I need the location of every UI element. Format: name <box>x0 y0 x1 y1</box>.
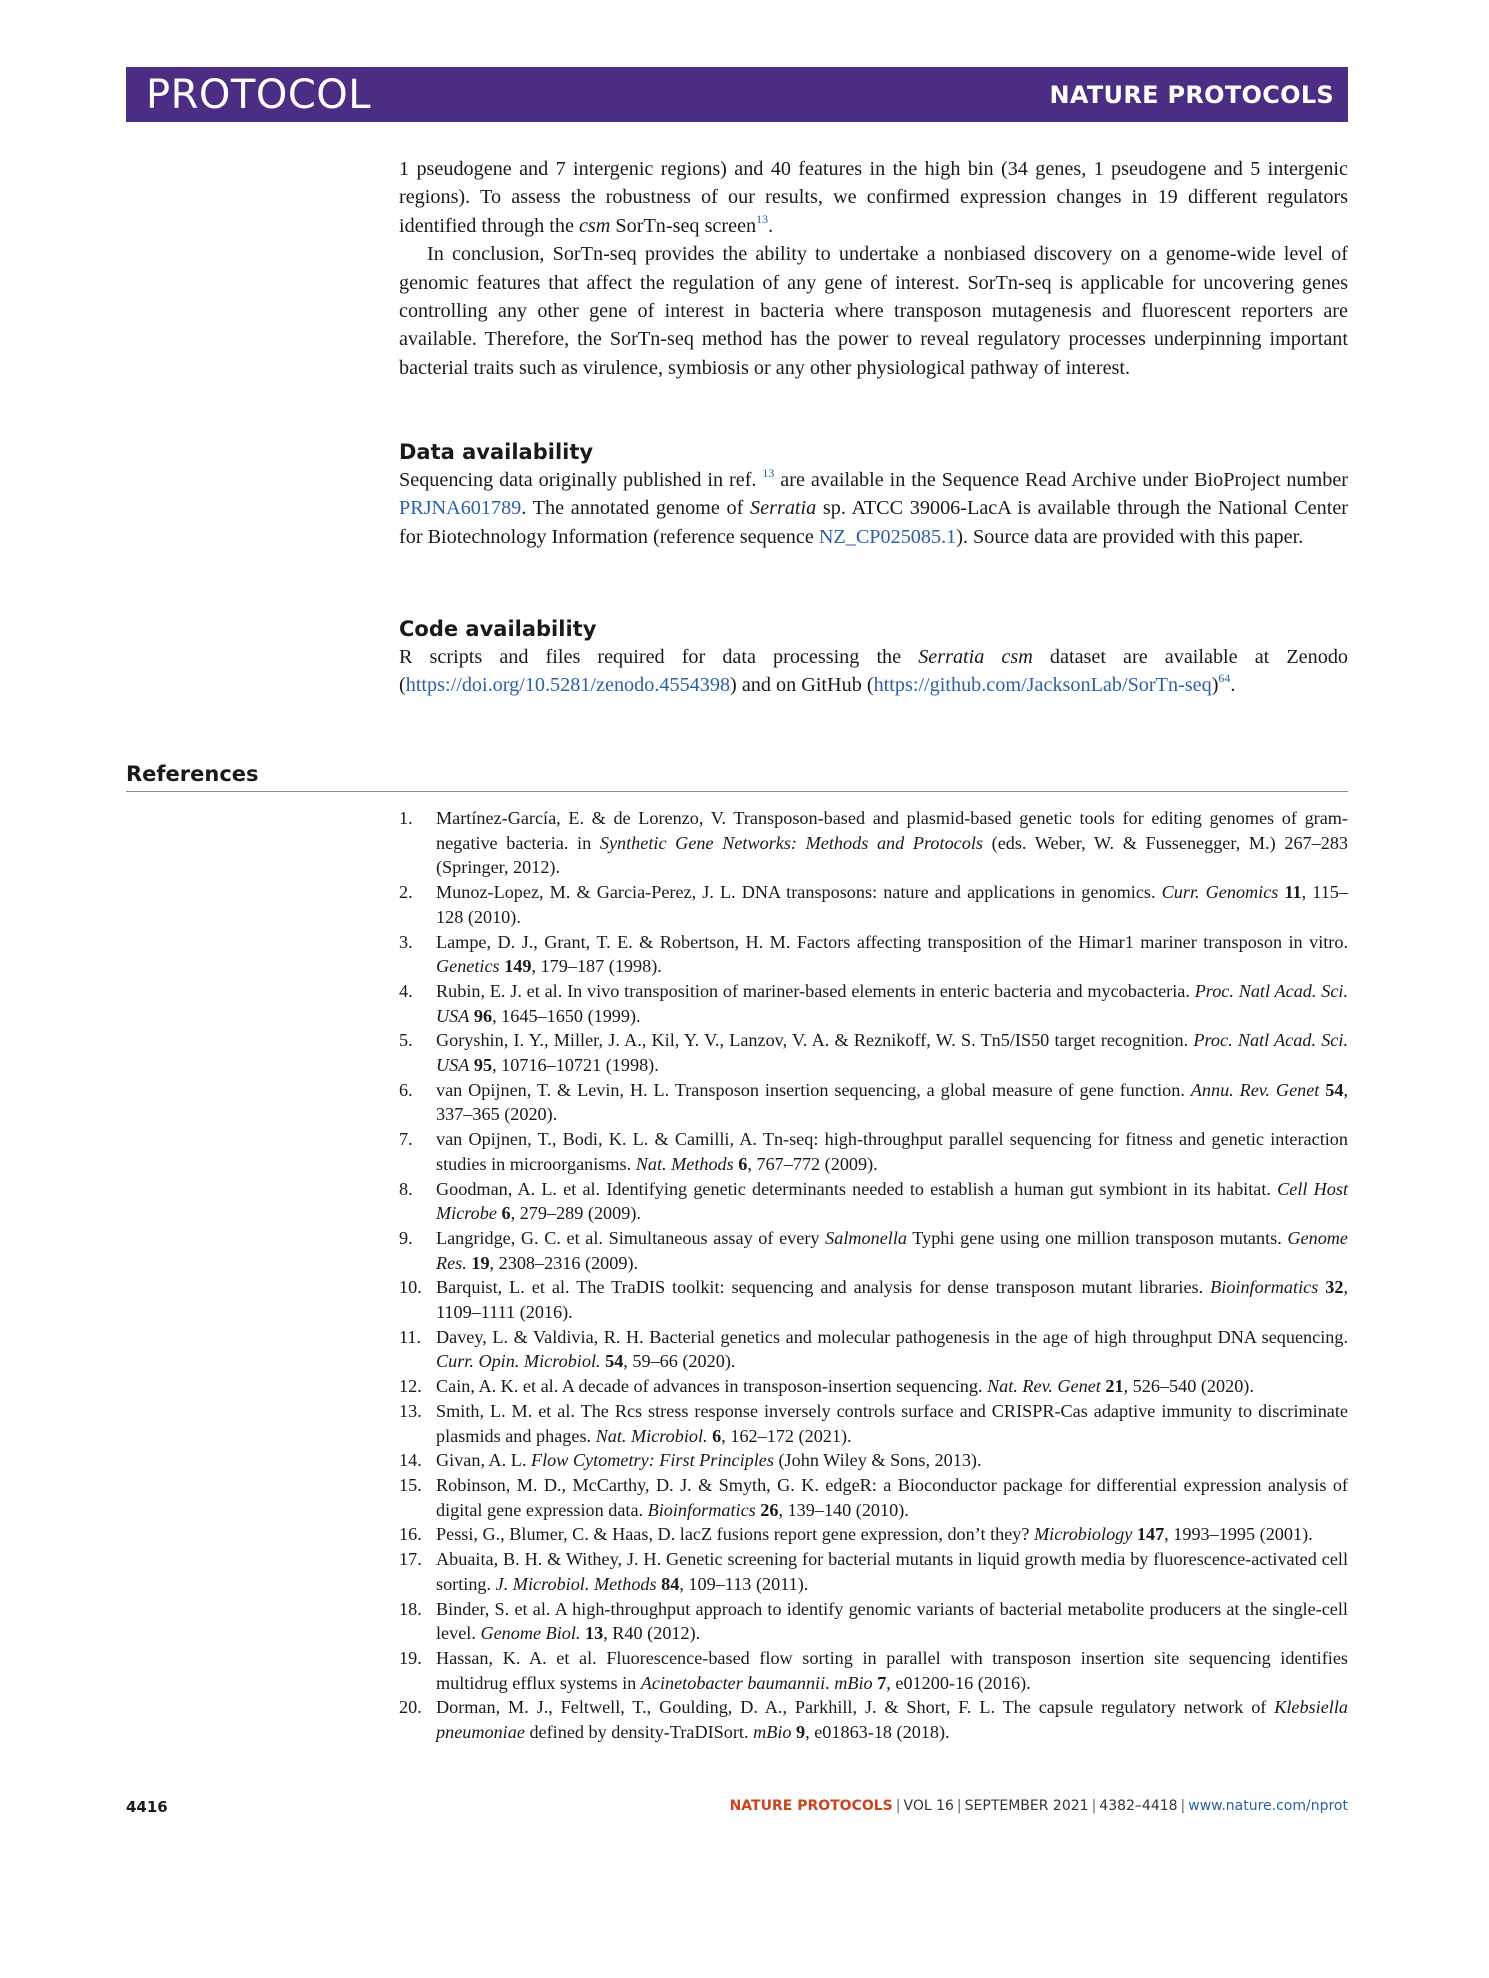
reference-item: 8. Goodman, A. L. et al. Identifying genetic determinants needed to establish a human gut symbiont in its habitat. Cell Host Microbe 6, 279–289 (2009). <box>399 1178 1348 1224</box>
footer-url[interactable]: www.nature.com/nprot <box>1188 1798 1348 1814</box>
reference-item: 16. Pessi, G., Blumer, C. & Haas, D. lacZ fusions report gene expression, don’t they? Microbiology 147, 1993–1995 (2001). <box>399 1522 1348 1547</box>
reference-number: 1. <box>399 808 413 828</box>
code-availability-section <box>399 617 1348 700</box>
reference-item: 2. Munoz-Lopez, M. & Garcia-Perez, J. L. DNA transposons: nature and applications in genomics. Curr. Genomics 11, 115–128 (2010). <box>399 882 1348 927</box>
github-link[interactable]: https://github.com/JacksonLab/SorTn-seq <box>873 674 1212 697</box>
footer-citation: NATURE PROTOCOLS | VOL 16 | SEPTEMBER 2021 | 4382–4418 | www.nature.com/nprot <box>729 1798 1348 1814</box>
reference-item: 14. Givan, A. L. Flow Cytometry: First Principles (John Wiley & Sons, 2013). <box>399 1448 1348 1473</box>
bioproject-link[interactable]: PRJNA601789 <box>399 497 522 520</box>
running-header <box>126 67 1348 122</box>
citation-link[interactable]: 13 <box>756 211 769 226</box>
reference-number: 14. <box>399 1450 422 1471</box>
reference-item: 15. Robinson, M. D., McCarthy, D. J. & Smyth, G. K. edgeR: a Bioconductor package for differential expression analysis of digital gene expression data. Bioinformatics 26, 139–140 (2010). <box>399 1474 1348 1520</box>
reference-item: 9. Langridge, G. C. et al. Simultaneous assay of every Salmonella Typhi gene using one million transposon mutants. Genome Res. 19, 2308–2316 (2009). <box>399 1227 1348 1273</box>
footer-journal: NATURE PROTOCOLS <box>729 1798 893 1814</box>
reference-number: 12. <box>399 1376 422 1397</box>
reference-number: 18. <box>399 1598 422 1619</box>
code-availability-text: R scripts and files required for data processing the Serratia csm dataset are available at Zenodo (https://doi.org/10.5281/zenodo.4554398) and on GitHub (https://github.com/JacksonLab/SorTn-seq)$^{64}$. <box>399 646 1349 697</box>
reference-number: 8. <box>399 1178 413 1199</box>
reference-number: 5. <box>399 1030 413 1051</box>
intro-paragraph-2: In conclusion, SorTn-seq provides the ability to undertake a nonbiased discovery on a genome-wide level of genomic features that affect the regulation of any gene of interest. SorTn-seq is applicable for uncovering genes controlling any other gene of interest in bacteria where transposon mutagenesis and fluorescent reporters are available. Therefore, the SorTn-seq method has the power to reveal regulatory processes underpinning important bacterial traits such as virulence, symbiosis or any other physiological pathway of interest. <box>399 243 1348 379</box>
code-availability-heading: Code availability <box>399 617 597 641</box>
reference-item: 6. van Opijnen, T. & Levin, H. L. Transposon insertion sequencing, a global measure of gene function. Annu. Rev. Genet 54, 337–365 (2020). <box>399 1079 1348 1125</box>
references-divider <box>126 791 1348 792</box>
citation-link[interactable]: 64 <box>1218 671 1231 686</box>
references-heading: References <box>126 762 259 786</box>
reference-number: 20. <box>399 1697 422 1718</box>
reference-item: 20. Dorman, M. J., Feltwell, T., Goulding, D. A., Parkhill, J. & Short, F. L. The capsule regulatory network of Klebsiella pneumoniae defined by density-TraDISort. mBio 9, e01863-18 (2018). <box>399 1697 1348 1743</box>
reference-number: 19. <box>399 1647 422 1668</box>
reference-number: 7. <box>399 1129 413 1150</box>
reference-number: 16. <box>399 1524 422 1545</box>
intro-section <box>399 155 1348 382</box>
reference-item: 5. Goryshin, I. Y., Miller, J. A., Kil, Y. V., Lanzov, V. A. & Reznikoff, W. S. Tn5/IS50 target recognition. Proc. Natl Acad. Sci. USA 95, 10716–10721 (1998). <box>399 1030 1348 1076</box>
reference-item: 17. Abuaita, B. H. & Withey, J. H. Genetic screening for bacterial mutants in liquid growth media by fluorescence-activated cell sorting. J. Microbiol. Methods 84, 109–113 (2011). <box>399 1549 1348 1594</box>
reference-item: 3. Lampe, D. J., Grant, T. E. & Robertson, H. M. Factors affecting transposition of the Himar1 mariner transposon in vitro. Genetics 149, 179–187 (1998). <box>399 931 1348 977</box>
article-type-label: PROTOCOL <box>146 71 372 118</box>
reference-list <box>399 806 1348 1745</box>
reference-number: 13. <box>399 1400 422 1421</box>
data-availability-heading: Data availability <box>399 440 594 464</box>
reference-number: 3. <box>399 931 413 952</box>
page-number: 4416 <box>126 1798 168 1816</box>
footer-pages: 4382–4418 <box>1099 1798 1178 1814</box>
zenodo-link[interactable]: https://doi.org/10.5281/zenodo.4554398 <box>405 674 731 697</box>
reference-item: 11. Davey, L. & Valdivia, R. H. Bacterial genetics and molecular pathogenesis in the age of high throughput DNA sequencing. Curr. Opin. Microbiol. 54, 59–66 (2020). <box>399 1326 1348 1372</box>
reference-item: 10. Barquist, L. et al. The TraDIS toolkit: sequencing and analysis for dense transposon mutant libraries. Bioinformatics 32, 1109–1111 (2016). <box>399 1277 1348 1323</box>
intro-paragraph-1: 1 pseudogene and 7 intergenic regions) and 40 features in the high bin (34 genes, 1 pseudogene and 5 intergenic regions). To assess the robustness of our results, we confirmed expression changes in 19 different regulators identified through the csm SorTn-seq screen$^{13}$. <box>399 158 1348 237</box>
footer-volume: VOL 16 <box>903 1798 954 1814</box>
reference-number: 11. <box>399 1326 422 1347</box>
citation-link[interactable]: 13 <box>762 466 775 480</box>
reference-number: 4. <box>399 980 413 1001</box>
reference-item: 12. Cain, A. K. et al. A decade of advances in transposon-insertion sequencing. Nat. Rev. Genet 21, 526–540 (2020). <box>399 1374 1348 1399</box>
reference-number: 9. <box>399 1227 413 1248</box>
reference-item: 18. Binder, S. et al. A high-throughput approach to identify genomic variants of bacterial metabolite producers at the single-cell level. Genome Biol. 13, R40 (2012). <box>399 1598 1348 1644</box>
reference-item: 19. Hassan, K. A. et al. Fluorescence-based flow sorting in parallel with transposon insertion site sequencing identifies multidrug efflux systems in Acinetobacter baumannii. mBio 7, e01200-16 (2016). <box>399 1647 1348 1693</box>
reference-item: 1. Martínez-García, E. & de Lorenzo, V. Transposon-based and plasmid-based genetic tools for editing genomes of gram-negative bacteria. in Synthetic Gene Networks: Methods and Protocols (eds. Weber, W. & Fussenegger, M.) 267–283 (Springer, 2012). <box>399 808 1349 878</box>
reference-number: 17. <box>399 1549 422 1570</box>
reference-number: 15. <box>399 1474 422 1495</box>
reference-item: 7. van Opijnen, T., Bodi, K. L. & Camilli, A. Tn-seq: high-throughput parallel sequencing for fitness and genetic interaction studies in microorganisms. Nat. Methods 6, 767–772 (2009). <box>399 1129 1348 1174</box>
journal-name: NATURE PROTOCOLS <box>1049 80 1334 109</box>
data-availability-text: Sequencing data originally published in ref. $^{13}$ are available in the Sequence Read Archive under BioProject number PRJNA601789. The annotated genome of Serratia sp. ATCC 39006-LacA is available through the National Center for Biotechnology Information (reference sequence NZ_CP025085.1). Source data are provided with this paper. <box>399 466 1349 548</box>
reference-number: 6. <box>399 1079 413 1100</box>
refseq-link[interactable]: NZ_CP025085.1 <box>818 525 957 548</box>
data-availability-section <box>399 440 1348 551</box>
footer-date: SEPTEMBER 2021 <box>964 1798 1089 1814</box>
reference-item: 13. Smith, L. M. et al. The Rcs stress response inversely controls surface and CRISPR-Cas adaptive immunity to discriminate plasmids and phages. Nat. Microbiol. 6, 162–172 (2021). <box>399 1400 1348 1446</box>
reference-number: 2. <box>399 882 413 903</box>
reference-number: 10. <box>399 1277 422 1298</box>
reference-item: 4. Rubin, E. J. et al. In vivo transposition of mariner-based elements in enteric bacteria and mycobacteria. Proc. Natl Acad. Sci. USA 96, 1645–1650 (1999). <box>399 980 1348 1026</box>
